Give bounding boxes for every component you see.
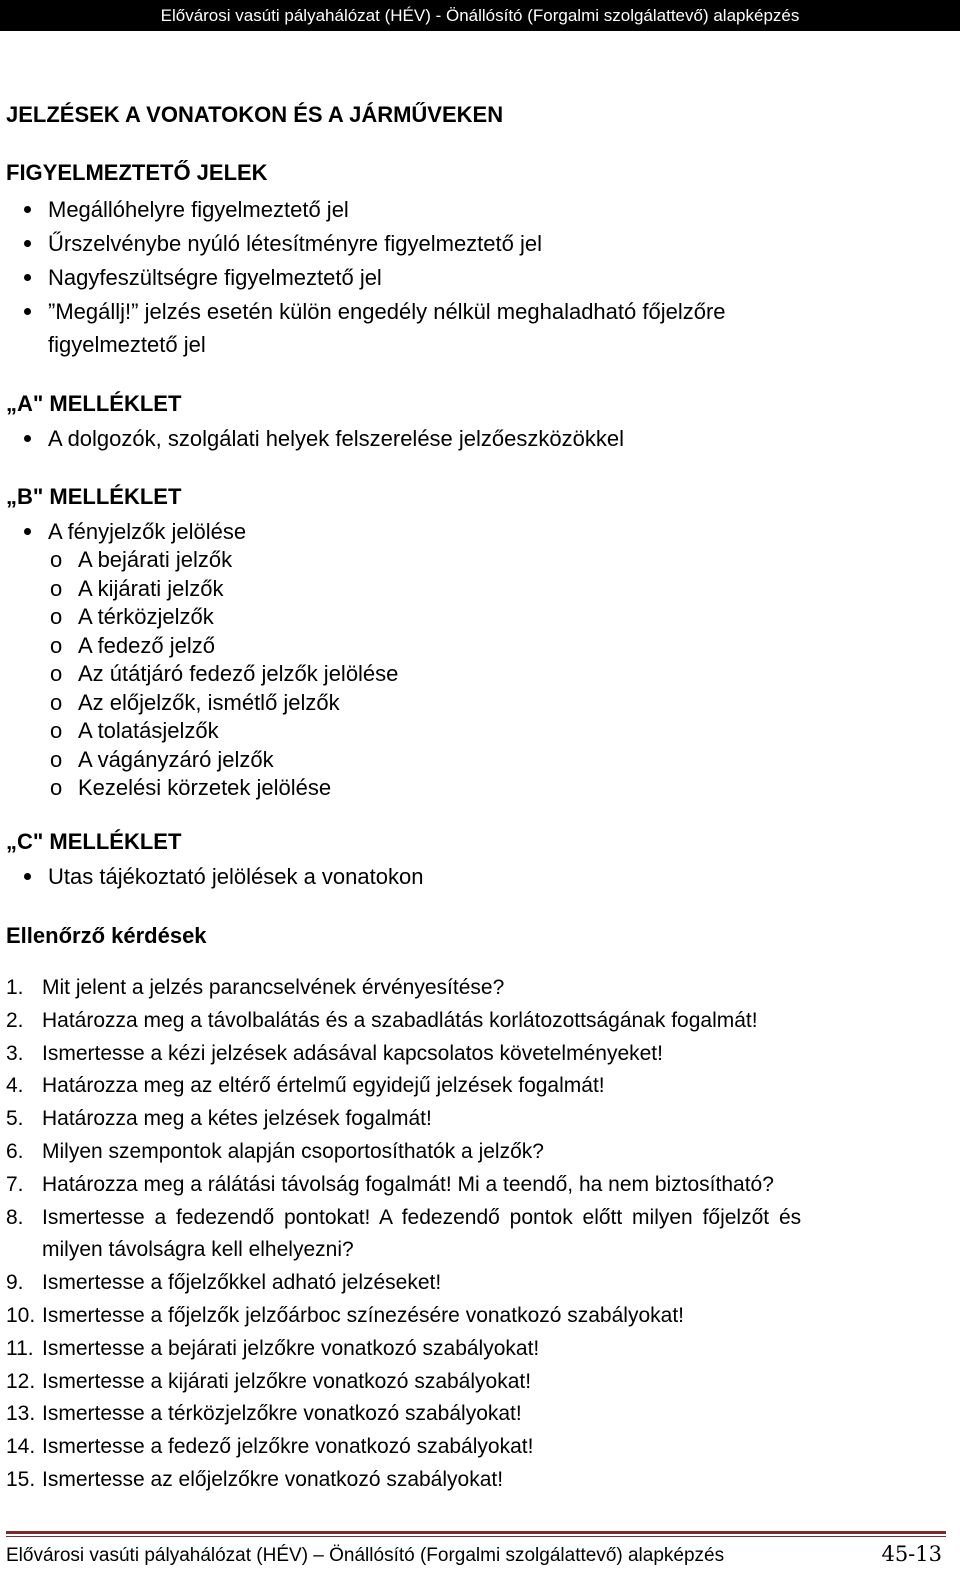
section-heading-melleklet-a: „A" MELLÉKLET [6, 391, 182, 416]
page-title: JELZÉSEK A VONATOKON ÉS A JÁRMŰVEKEN [6, 102, 504, 127]
header-title: Elővárosi vasúti pályahálózat (HÉV) - Önállósító (Forgalmi szolgálattevő) alapképzés [160, 6, 800, 25]
bullet-icon [24, 274, 31, 281]
section-heading-questions: Ellenőrző kérdések [6, 923, 207, 948]
page-number: 45-13 [881, 1542, 942, 1566]
page-footer: Elővárosi vasúti pályahálózat (HÉV) – Önállósító (Forgalmi szolgálattevő) alapképzés [6, 1545, 725, 1566]
section-heading-melleklet-b: „B" MELLÉKLET [6, 484, 182, 509]
bullet-icon [24, 240, 31, 247]
bullet-icon [24, 206, 31, 213]
footer-divider-thin [6, 1536, 946, 1537]
bullet-icon [24, 308, 31, 315]
section-heading-figyelmezteto: FIGYELMEZTETŐ JELEK [6, 160, 268, 185]
bullet-icon [24, 873, 31, 880]
bullet-icon [24, 435, 31, 442]
section-heading-melleklet-c: „C" MELLÉKLET [6, 829, 182, 854]
footer-divider [6, 1531, 946, 1534]
page-header [0, 0, 960, 31]
bullet-icon [24, 528, 31, 535]
